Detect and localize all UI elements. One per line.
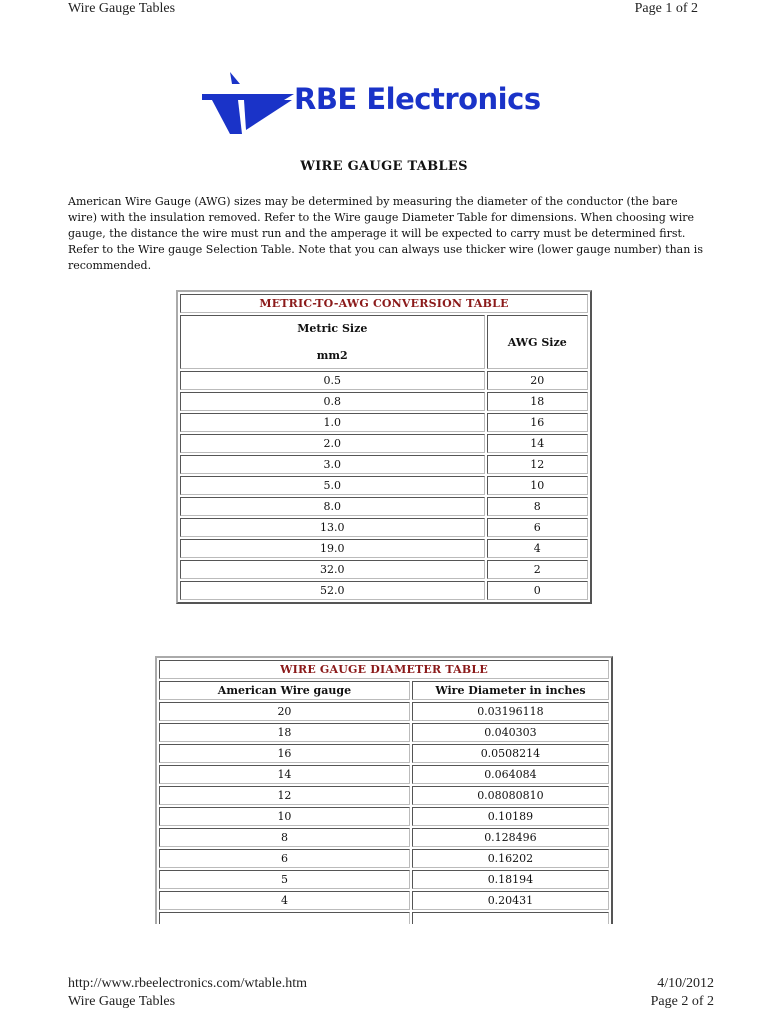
intro-paragraph: American Wire Gauge (AWG) sizes may be determined by measuring the diameter of the conductor (the bare wire) with the insulation removed. Refer to the Wire gauge Diameter Table for dimensions. When choosing wire gauge, the distance the wire must run and the amperage it will be expected to carry must be determined first. Refer to the Wire gauge Selection Table. Note that you can always use thicker wire (lower gauge number) than is recommended. (68, 195, 703, 272)
table-caption: WIRE GAUGE DIAMETER TABLE (159, 660, 609, 679)
table-cell-size: 3.0 (180, 455, 485, 474)
table-cell-size: 20 (159, 702, 410, 721)
page-title: WIRE GAUGE TABLES (300, 159, 468, 174)
page-header-page-number: Page 1 of 2 (634, 1, 698, 16)
table-cell-value: 0.10189 (412, 807, 609, 826)
column-header-metric (180, 315, 485, 369)
table-row (159, 807, 609, 826)
column-header-gauge: American Wire gauge (159, 681, 410, 700)
table-cell-value: 0.064084 (412, 765, 609, 784)
logo-text: RBE Electronics (294, 82, 541, 116)
table-row (159, 702, 609, 721)
table-cell-value: 0 (487, 581, 589, 600)
column-header-diameter: Wire Diameter in inches (412, 681, 609, 700)
table-cell-size: 14 (159, 765, 410, 784)
table-row (180, 434, 588, 453)
table-row (180, 539, 588, 558)
page-header-title: Wire Gauge Tables (68, 1, 176, 16)
table-cell-value: 10 (487, 476, 589, 495)
wire-gauge-diameter-table (155, 656, 613, 935)
footer-url: http://www.rbeelectronics.com/wtable.htm (68, 976, 307, 991)
table-row (180, 455, 588, 474)
table-cell-value: 2 (487, 560, 589, 579)
table-cell-value: 8 (487, 497, 589, 516)
table-row (159, 828, 609, 847)
table-row (180, 392, 588, 411)
footer-date: 4/10/2012 (657, 976, 714, 991)
table-row (159, 744, 609, 763)
table-cell-size: 8.0 (180, 497, 485, 516)
table-row (159, 870, 609, 889)
table-cell-value: 4 (487, 539, 589, 558)
table-cell-value: 0.128496 (412, 828, 609, 847)
table-cell-size: 6 (159, 849, 410, 868)
company-logo (202, 70, 582, 140)
column-header-awg: AWG Size (487, 315, 589, 369)
table-cell-value: 0.18194 (412, 870, 609, 889)
table-cell-value: 0.03196118 (412, 702, 609, 721)
table-cell-size: 0.5 (180, 371, 485, 390)
table-cell-value: 0.20431 (412, 891, 609, 910)
table-row (180, 371, 588, 390)
table-cell-value: 12 (487, 455, 589, 474)
table-cell-size: 4 (159, 891, 410, 910)
table-cell-size: 8 (159, 828, 410, 847)
footer-page-number: Page 2 of 2 (650, 994, 714, 1009)
table-row (159, 786, 609, 805)
column-header-metric-unit: mm2 (316, 349, 348, 362)
table-cell-size: 1.0 (180, 413, 485, 432)
table-row (180, 518, 588, 537)
page-cut-mask (150, 924, 620, 944)
table-cell-value: 6 (487, 518, 589, 537)
table-cell-size: 18 (159, 723, 410, 742)
footer-title: Wire Gauge Tables (68, 994, 176, 1009)
table-cell-value: 0.040303 (412, 723, 609, 742)
table-cell-size: 2.0 (180, 434, 485, 453)
column-header-metric-label: Metric Size (297, 322, 368, 335)
table-row (159, 765, 609, 784)
table-cell-value: 20 (487, 371, 589, 390)
table-cell-size: 5 (159, 870, 410, 889)
table-row (180, 560, 588, 579)
table-cell-size: 32.0 (180, 560, 485, 579)
table-cell-value: 16 (487, 413, 589, 432)
table-row (180, 413, 588, 432)
table-cell-size: 52.0 (180, 581, 485, 600)
table-cell-size: 19.0 (180, 539, 485, 558)
table-row (180, 476, 588, 495)
table-row (159, 891, 609, 910)
table-cell-size: 5.0 (180, 476, 485, 495)
table-cell-size: 13.0 (180, 518, 485, 537)
table-cell-value: 18 (487, 392, 589, 411)
table-row (180, 497, 588, 516)
table-cell-size: 16 (159, 744, 410, 763)
table-cell-value: 14 (487, 434, 589, 453)
logo-arrow-icon (202, 70, 294, 140)
table-cell-value: 0.16202 (412, 849, 609, 868)
metric-awg-conversion-table (176, 290, 592, 604)
table-cell-size: 12 (159, 786, 410, 805)
table-row (159, 849, 609, 868)
table-row (180, 581, 588, 600)
table-caption: METRIC-TO-AWG CONVERSION TABLE (180, 294, 588, 313)
table-cell-size: 10 (159, 807, 410, 826)
table-cell-value: 0.08080810 (412, 786, 609, 805)
table-cell-size: 0.8 (180, 392, 485, 411)
table-cell-value: 0.0508214 (412, 744, 609, 763)
table-row (159, 723, 609, 742)
